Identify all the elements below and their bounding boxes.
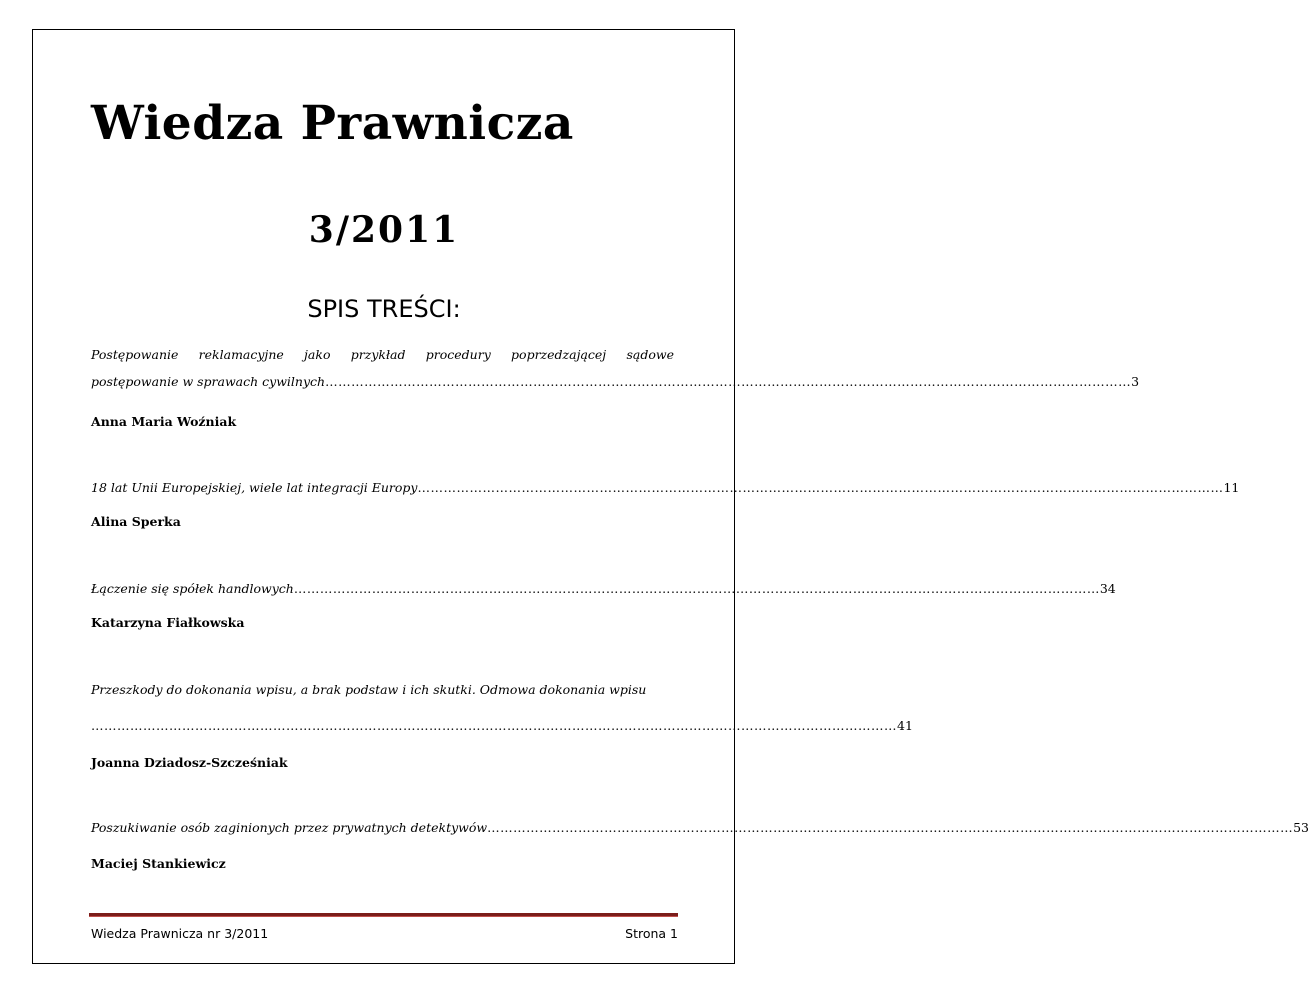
dot-leader: ……………………………………………………………………………………………………………………………………………………………………	[293, 581, 1100, 596]
page-number: 34	[1099, 581, 1116, 596]
page-number: 41	[897, 718, 913, 733]
toc-entry-1-author: Anna Maria Woźniak	[91, 414, 237, 429]
page-number: 3	[1131, 374, 1140, 389]
dot-leader: ……………………………………………………………………………………………………………………………………………………………………	[417, 480, 1224, 495]
toc-entry-4-author: Joanna Dziadosz-Szcześniak	[91, 755, 288, 770]
dot-leader: ……………………………………………………………………………………………………………………………………………………………………	[487, 820, 1294, 835]
toc-entry-2-author: Alina Sperka	[91, 514, 181, 529]
page-number: 53	[1293, 820, 1309, 835]
toc-entry-4-title[interactable]: Przeszkody do dokonania wpisu, a brak podstaw i ich skutki. Odmowa dokonania wpisu …………………………………………………………………………………………………………………………………………………………………… 41	[91, 680, 674, 736]
toc-entry-1-title[interactable]	[91, 345, 1140, 392]
issue-number: 3/2011	[308, 209, 460, 251]
toc-heading: SPIS TREŚCI:	[307, 295, 461, 323]
toc-entry-3-author: Katarzyna Fiałkowska	[91, 615, 245, 630]
footer-rule	[89, 913, 678, 917]
dot-leader: ……………………………………………………………………………………………………………………………………………………………………	[325, 374, 1132, 389]
toc-entry-1-line-1: Postępowanie reklamacyjne jako przykład procedury poprzedzającej sądowe	[91, 347, 674, 362]
toc-entry-3-title[interactable]: Łączenie się spółek handlowych …………………………………………………………………………………………………………………………………………………………………… 34	[91, 579, 674, 599]
toc-entry-1-line-2: postępowanie w sprawach cywilnych …………………………………………………………………………………………………………………………………………………………………… 3	[91, 372, 674, 392]
toc-entry-5-author: Maciej Stankiewicz	[91, 856, 226, 871]
page-number: 11	[1223, 480, 1240, 495]
footer-journal-label: Wiedza Prawnicza nr 3/2011	[91, 926, 269, 941]
journal-title: Wiedza Prawnicza	[91, 96, 574, 151]
toc-entry-2-title[interactable]: 18 lat Unii Europejskiej, wiele lat integracji Europy …………………………………………………………………………………………………………………………………………………………………… 11	[91, 478, 674, 498]
footer-page-label: Strona 1	[625, 926, 678, 941]
toc-entry-5-title[interactable]: Poszukiwanie osób zaginionych przez prywatnych detektywów …………………………………………………………………………………………………………………………………………………………………… 53	[91, 818, 674, 838]
dot-leader: ……………………………………………………………………………………………………………………………………………………………………	[91, 718, 897, 733]
